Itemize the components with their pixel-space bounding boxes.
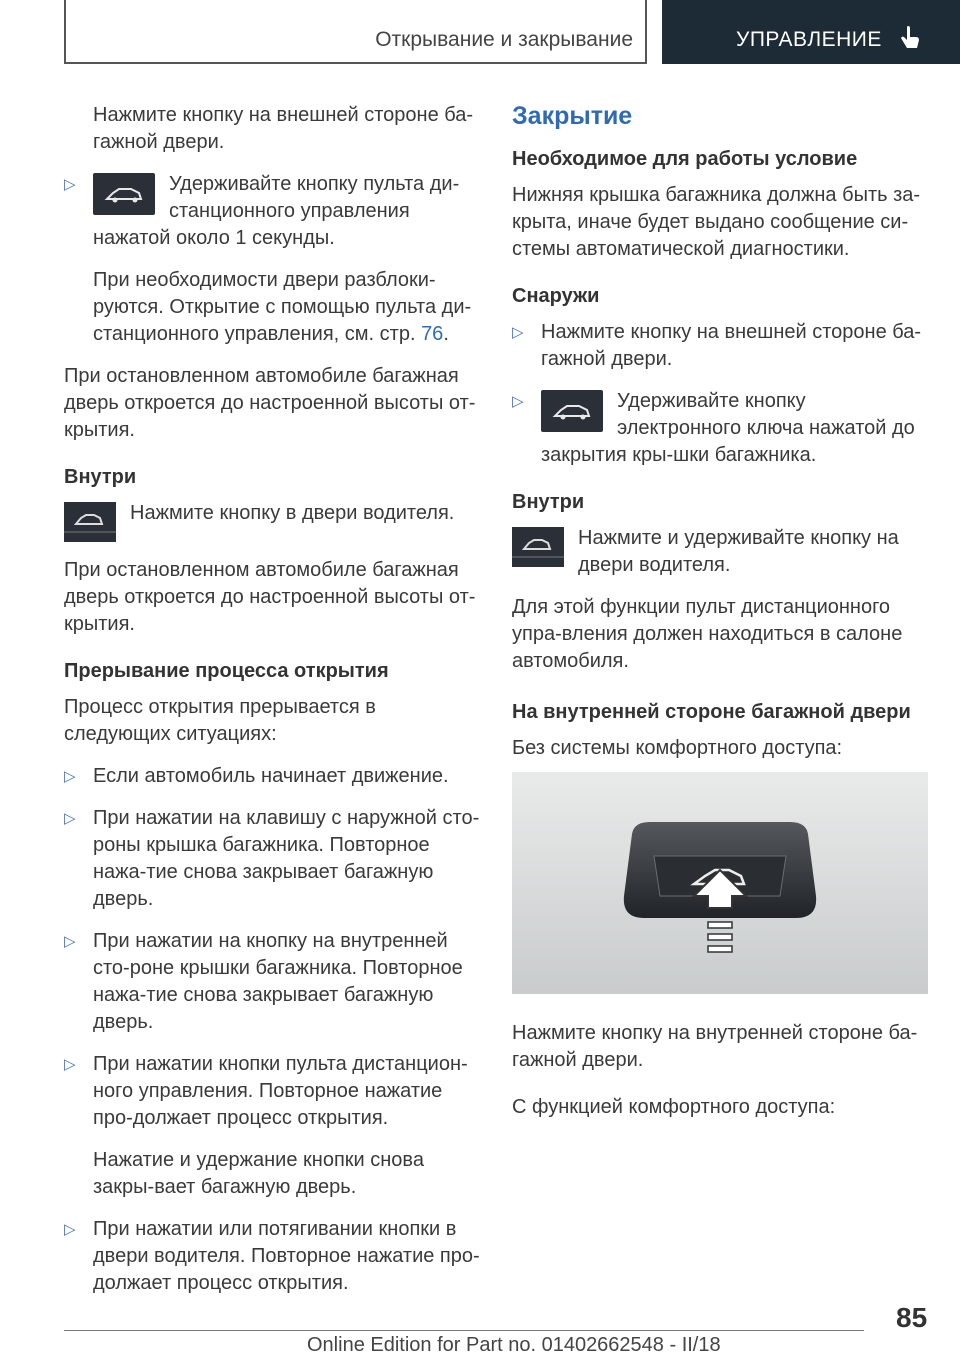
inside-row bbox=[64, 500, 484, 542]
stopped-vehicle-text: При остановленном автомобиле багажная дверь откроется до настроенной высоты от-крытия. bbox=[64, 365, 476, 441]
list-item bbox=[512, 388, 932, 469]
bullet-note: Нажатие и удержание кнопки снова закры-вает багажную дверь. bbox=[93, 1149, 424, 1198]
unlock-note-text: При необходимости двери разблоки-руются. Открытие с помощью пульта ди-станционного управления, см. стр. bbox=[93, 269, 472, 345]
bullet-triangle-icon: ▷ bbox=[64, 768, 76, 785]
header-chapter-box bbox=[662, 0, 960, 64]
footer-divider bbox=[64, 1330, 864, 1331]
list-item bbox=[64, 1216, 484, 1297]
bullet-triangle-icon: ▷ bbox=[64, 810, 76, 827]
bullet-text: При нажатии на клавишу с наружной сто-роны крышка багажника. Повторное нажа-тие снова закрывает багажную дверь. bbox=[93, 807, 480, 910]
page-link[interactable]: 76 bbox=[421, 323, 444, 345]
remote-tailgate-icon bbox=[93, 173, 155, 215]
key-tailgate-icon bbox=[541, 390, 603, 432]
after-photo-text: Нажмите кнопку на внутренней стороне ба-гажной двери. bbox=[512, 1022, 918, 1071]
door-tailgate-button-icon bbox=[64, 502, 116, 542]
inside-note: Для этой функции пульт дистанционного упра-вления должен находиться в салоне автомобиля. bbox=[512, 596, 903, 672]
list-item bbox=[512, 319, 932, 373]
door-tailgate-button-icon bbox=[512, 527, 564, 567]
unlock-note bbox=[64, 267, 484, 348]
right-column bbox=[512, 100, 932, 1121]
remote-hold-text: Удерживайте кнопку пульта ди-станционного управления нажатой около 1 секунды. bbox=[93, 173, 460, 249]
inside-heading: Внутри bbox=[64, 466, 137, 488]
tailgate-button-photo bbox=[512, 772, 928, 994]
stopped-vehicle-text-2: При остановленном автомобиле багажная дверь откроется до настроенной высоты от-крытия. bbox=[64, 559, 476, 635]
page-number: 85 bbox=[896, 1302, 928, 1333]
closing-title: Закрытие bbox=[512, 102, 633, 130]
unlock-note-end: . bbox=[443, 323, 449, 345]
interrupt-intro: Процесс открытия прерывается в следующих ситуациях: bbox=[64, 696, 376, 745]
requirement-heading: Необходимое для работы условие bbox=[512, 148, 858, 170]
list-item bbox=[64, 763, 484, 790]
bullet-triangle-icon: ▷ bbox=[64, 1056, 76, 1073]
bullet-text: Нажмите кнопку на внешней стороне ба-гажной двери. bbox=[541, 321, 922, 370]
inside-text: Нажмите кнопку в двери водителя. bbox=[130, 502, 455, 524]
open-outside-text: Нажмите кнопку на внешней стороне ба- гажной двери. bbox=[93, 104, 474, 153]
list-item bbox=[64, 805, 484, 913]
inner-side-heading: На внутренней стороне багажной двери bbox=[512, 701, 911, 723]
inside-hold-text: Нажмите и удерживайте кнопку на двери водителя. bbox=[578, 527, 899, 576]
bullet-text: При нажатии или потягивании кнопки в двери водителя. Повторное нажатие про-должает процесс открытия. bbox=[93, 1218, 480, 1294]
no-comfort-text: Без системы комфортного доступа: bbox=[512, 737, 843, 759]
key-hold-text: Удерживайте кнопку электронного ключа нажатой до закрытия кры-шки багажника. bbox=[541, 390, 915, 466]
bullet-text: Если автомобиль начинает движение. bbox=[93, 765, 449, 787]
with-comfort-text: С функцией комфортного доступа: bbox=[512, 1096, 836, 1118]
outside-heading: Снаружи bbox=[512, 285, 600, 307]
bullet-text: При нажатии кнопки пульта дистанцион-ного управления. Повторное нажатие про-должает процесс открытия. bbox=[93, 1053, 468, 1129]
requirement-text: Нижняя крышка багажника должна быть за-крыта, иначе будет выдано сообщение си-стемы автоматической диагностики. bbox=[512, 184, 921, 260]
bullet-triangle-icon: ▷ bbox=[64, 1221, 76, 1238]
header-section-box bbox=[64, 0, 647, 64]
bullet-triangle-icon: ▷ bbox=[64, 176, 76, 193]
list-item bbox=[64, 928, 484, 1036]
header-section-title: Открывание и закрывание bbox=[375, 28, 633, 51]
inside-row-right bbox=[512, 525, 932, 579]
bullet-triangle-icon: ▷ bbox=[512, 324, 524, 341]
list-item bbox=[64, 1051, 484, 1132]
footer-edition: Online Edition for Part no. 01402662548 - II/18 bbox=[307, 1334, 721, 1356]
bullet-triangle-icon: ▷ bbox=[64, 933, 76, 950]
bullet-triangle-icon: ▷ bbox=[512, 393, 524, 410]
bullet-text: При нажатии на кнопку на внутренней сто-роне крышки багажника. Повторное нажа-тие снова закрывает багажную дверь. bbox=[93, 930, 463, 1033]
list-item bbox=[64, 171, 484, 252]
hand-pointer-icon bbox=[898, 26, 922, 54]
left-column bbox=[64, 100, 484, 1312]
interrupt-heading: Прерывание процесса открытия bbox=[64, 660, 389, 682]
header-chapter-title: УПРАВЛЕНИЕ bbox=[736, 28, 882, 51]
inside-heading-right: Внутри bbox=[512, 491, 585, 513]
